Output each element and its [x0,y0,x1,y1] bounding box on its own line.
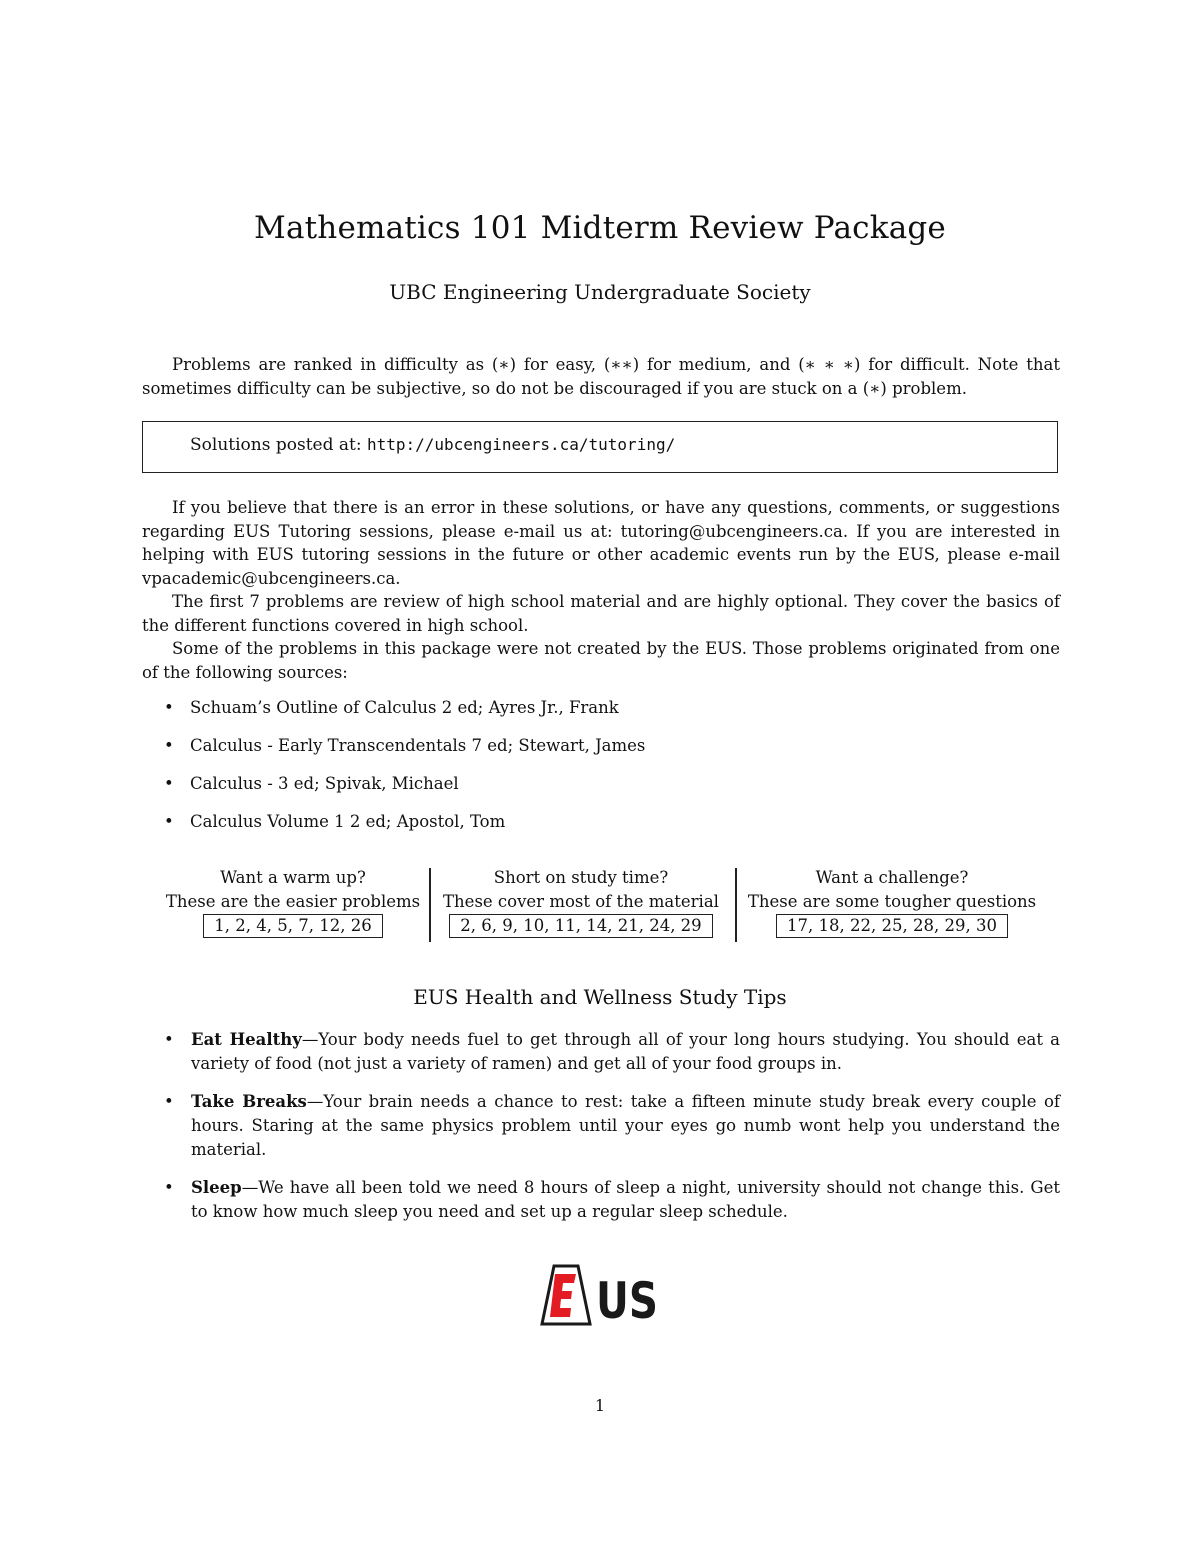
bullet-icon: • [164,1178,174,1197]
column-description: These are some tougher questions [747,892,1037,911]
challenge-column [742,866,1042,942]
column-question: Want a warm up? [220,868,366,887]
column-question: Want a challenge? [815,868,969,887]
list-item [164,772,645,810]
bullet-icon: • [164,698,174,717]
intro-paragraph [142,353,1060,400]
column-divider [429,868,431,942]
document-title: Mathematics 101 Midterm Review Package [254,210,946,246]
problem-numbers-box: 2, 6, 9, 10, 11, 14, 21, 24, 29 [449,914,712,938]
short-on-time-column [436,866,726,942]
tip-title: Eat Healthy [191,1030,302,1049]
page-number: 1 [594,1396,606,1415]
eus-logo [540,1264,662,1330]
sources-list [164,696,645,848]
bullet-icon: • [164,774,174,793]
tip-item [164,1028,1060,1076]
sources-intro: Some of the problems in this package were not created by the EUS. Those problems originated from one of the following sources: [142,639,1060,682]
svg-text:US: US [596,1272,658,1330]
column-question: Short on study time? [493,868,669,887]
info-paragraphs [142,496,1060,684]
bullet-icon: • [164,736,174,755]
source-text: Calculus - Early Transcendentals 7 ed; Stewart, James [190,736,646,755]
solutions-label: Solutions posted at: [190,435,367,455]
tip-item [164,1176,1060,1224]
tip-item [164,1090,1060,1162]
bullet-icon: • [164,1092,174,1111]
wellness-tips-list [164,1028,1060,1238]
high-school-note: The first 7 problems are review of high school material and are highly optional. They cover the basics of the different functions covered in high school. [142,592,1060,635]
source-text: Calculus Volume 1 2 ed; Apostol, Tom [190,812,506,831]
tip-title: Sleep [191,1178,242,1197]
problem-numbers-box: 17, 18, 22, 25, 28, 29, 30 [776,914,1008,938]
column-description: These are the easier problems [165,892,421,911]
tip-title: Take Breaks [191,1092,307,1111]
tip-text: —We have all been told we need 8 hours of sleep a night, university should not change this. Get to know how much sleep you need and set up a regular sleep schedule. [191,1178,1060,1221]
wellness-heading: EUS Health and Wellness Study Tips [413,985,787,1009]
tip-text: —Your brain needs a chance to rest: take a fifteen minute study break every couple of hours. Staring at the same physics problem until your eyes go numb wont help you understand the material. [191,1092,1060,1159]
bullet-icon: • [164,812,174,831]
solutions-box [142,421,1058,473]
bullet-icon: • [164,1030,174,1049]
list-item [164,696,645,734]
warm-up-column [162,866,424,942]
column-description: These cover most of the material [443,892,719,911]
source-text: Calculus - 3 ed; Spivak, Michael [190,774,459,793]
source-text: Schuam’s Outline of Calculus 2 ed; Ayres Jr., Frank [190,698,619,717]
solutions-line [190,435,675,455]
problem-guide-columns [142,866,1058,944]
solutions-link[interactable]: http://ubcengineers.ca/tutoring/ [366,435,676,454]
tip-text: —Your body needs fuel to get through all of your long hours studying. You should eat a variety of food (not just a variety of ramen) and get all of your food groups in. [191,1030,1060,1073]
contact-paragraph: If you believe that there is an error in these solutions, or have any questions, comments, or suggestions regarding EUS Tutoring sessions, please e-mail us at: tutoring@ubcengineers.ca. If you are interested in helping with EUS tutoring sessions in the future or other academic events run by the EUS, please e-mail vpacademic@ubcengineers.ca. [142,498,1060,588]
difficulty-note: Problems are ranked in difficulty as (∗) for easy, (∗∗) for medium, and (∗ ∗ ∗) for difficult. Note that sometimes difficulty can be subjective, so do not be discouraged if you are stuck on a (∗) problem. [142,355,1060,398]
document-subtitle: UBC Engineering Undergraduate Society [389,280,811,304]
column-divider [735,868,737,942]
problem-numbers-box: 1, 2, 4, 5, 7, 12, 26 [203,914,382,938]
list-item [164,734,645,772]
list-item [164,810,645,848]
